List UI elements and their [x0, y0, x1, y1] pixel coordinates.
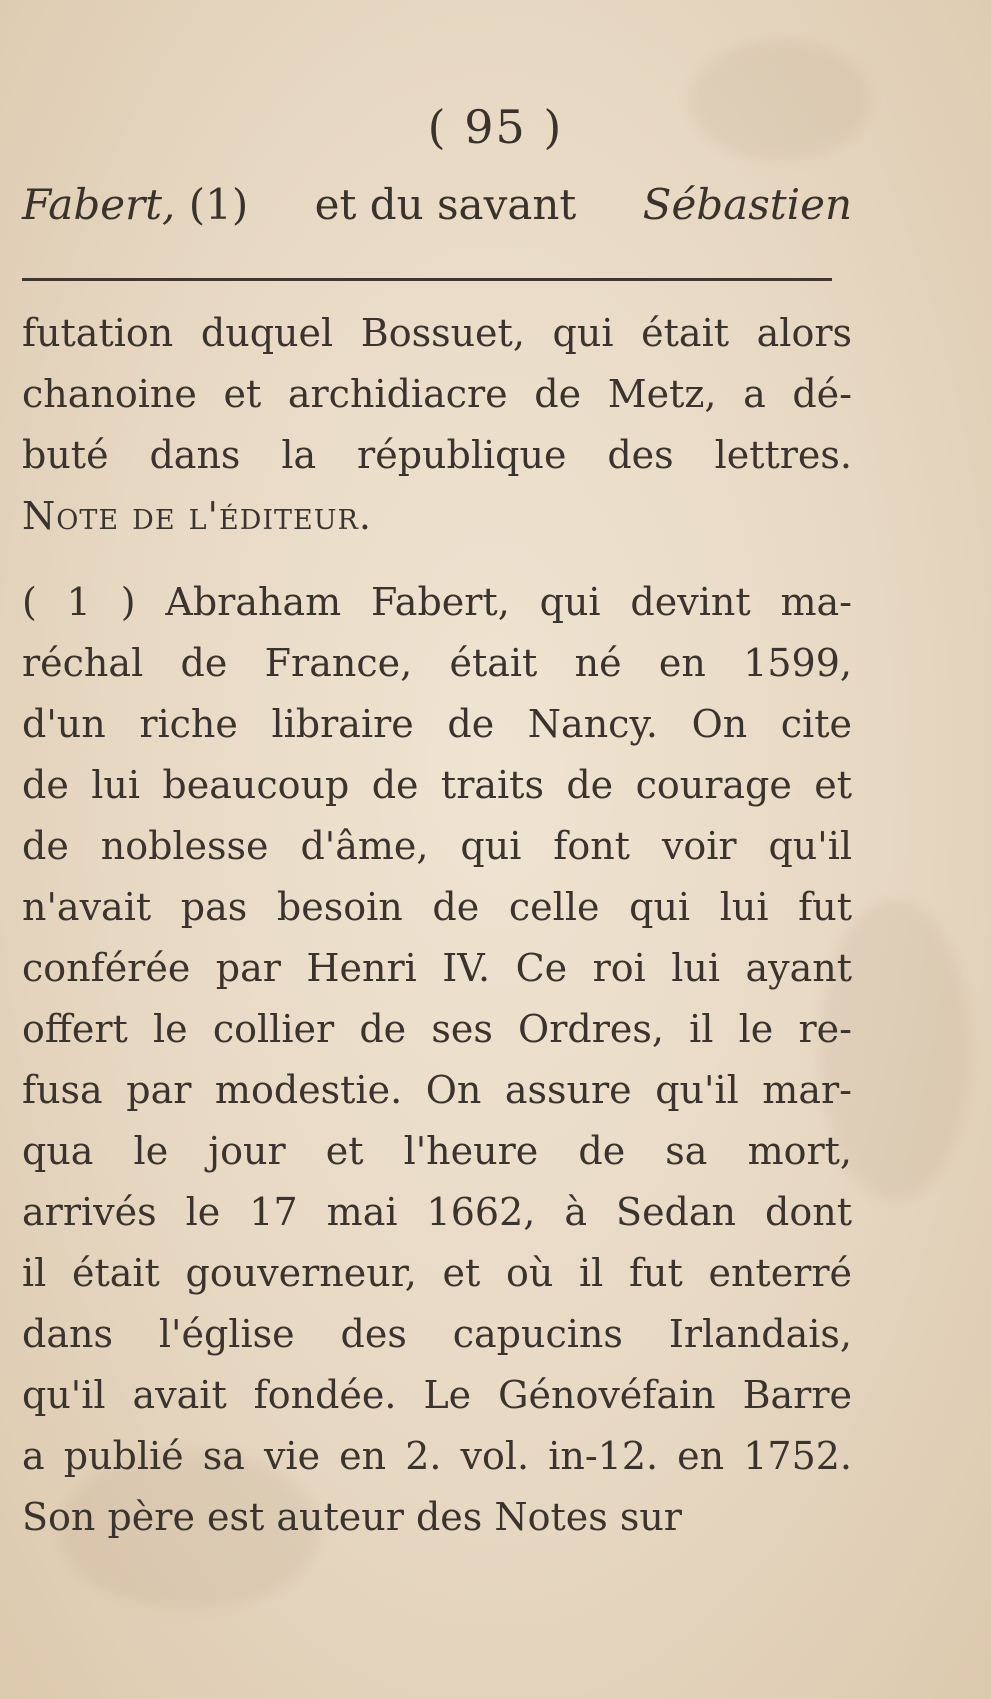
text-line: ( 1 ) Abraham Fabert, qui devint ma-: [22, 580, 852, 624]
text-line: réchal de France, était né en 1599,: [22, 641, 852, 685]
page-number: ( 95 ): [427, 100, 564, 154]
text-line: a publié sa vie en 2. vol. in-12. en 1752.: [22, 1434, 852, 1478]
header-word-fabert: Fabert,: [22, 180, 176, 229]
running-text-line: [22, 180, 852, 229]
header-middle-text: et du savant: [314, 180, 577, 229]
text-line: de noblesse d'âme, qui font voir qu'il: [22, 824, 852, 868]
footnote-reference: (1): [188, 180, 249, 229]
text-line: de lui beaucoup de traits de courage et: [22, 763, 852, 807]
text-line: buté dans la république des lettres.: [22, 433, 852, 477]
editor-note-label: Note de l'éditeur.: [22, 494, 372, 538]
text-line: qua le jour et l'heure de sa mort,: [22, 1129, 852, 1173]
text-line: fusa par modestie. On assure qu'il mar-: [22, 1068, 852, 1112]
text-line: n'avait pas besoin de celle qui lui fut: [22, 885, 852, 929]
text-line: offert le collier de ses Ordres, il le re-: [22, 1007, 852, 1051]
text-line: d'un riche libraire de Nancy. On cite: [22, 702, 852, 746]
footnote-separator-rule: [22, 278, 832, 281]
text-line: conférée par Henri IV. Ce roi lui ayant: [22, 946, 852, 990]
continued-footnote: [22, 303, 852, 547]
text-line: qu'il avait fondée. Le Génovéfain Barre: [22, 1373, 852, 1417]
text-line: il était gouverneur, et où il fut enterré: [22, 1251, 852, 1295]
text-line: futation duquel Bossuet, qui était alors: [22, 311, 852, 355]
header-word-sebastien: Sébastien: [642, 180, 852, 229]
text-line: chanoine et archidiacre de Metz, a dé-: [22, 372, 852, 416]
text-line: dans l'église des capucins Irlandais,: [22, 1312, 852, 1356]
footnote-1: [22, 572, 852, 1548]
text-line: arrivés le 17 mai 1662, à Sedan dont: [22, 1190, 852, 1234]
text-line: Son père est auteur des Notes sur: [22, 1495, 682, 1539]
